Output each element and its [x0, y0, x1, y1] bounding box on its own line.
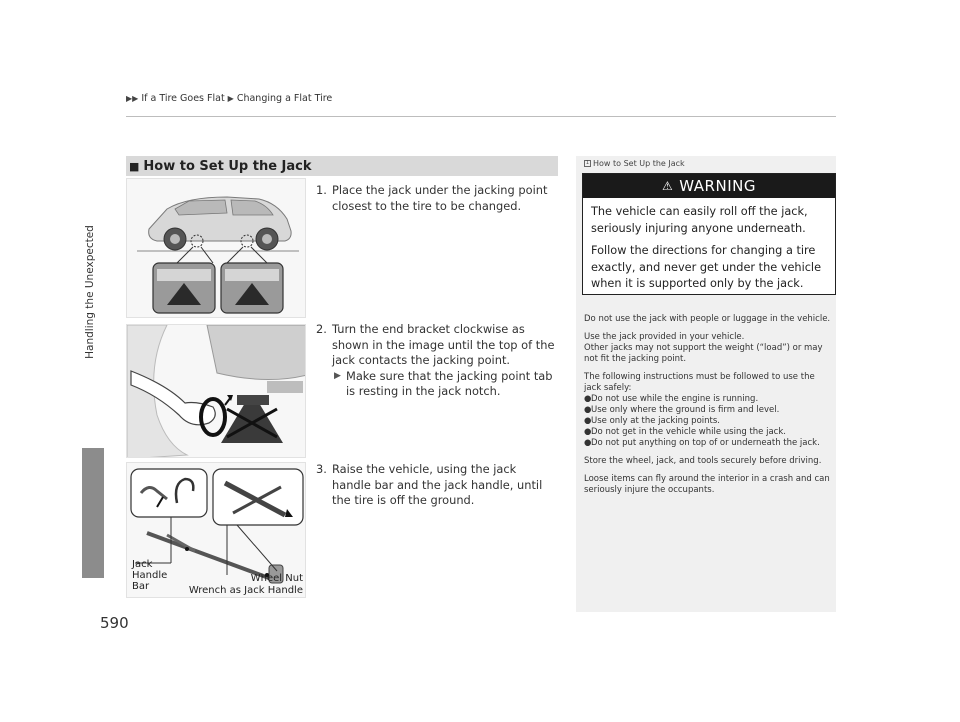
label-jack-handle-bar: [132, 559, 167, 592]
breadcrumb-arrow-icon: ▶: [227, 94, 234, 103]
warning-box: [582, 173, 836, 295]
bullet-icon: ●: [584, 438, 592, 448]
label-line: Jack: [132, 559, 153, 570]
list-item-text: Use only where the ground is firm and level.: [591, 405, 780, 415]
label-wrench: Wrench as Jack Handle: [188, 585, 303, 596]
step-number: 3.: [316, 462, 327, 476]
list-item: [584, 405, 832, 416]
substep-arrow-icon: ▶: [334, 370, 341, 381]
sidebar-notes: [576, 156, 836, 612]
jack-turn-illustration: [127, 325, 306, 458]
sidebar-text: [584, 314, 832, 503]
list-item: [584, 427, 832, 438]
bullet-icon: ●: [584, 394, 592, 404]
step-number: 1.: [316, 183, 327, 197]
list-item-text: Do not use while the engine is running.: [591, 394, 759, 404]
list-item: [584, 394, 832, 405]
reference-number-icon: 1: [585, 160, 590, 166]
warning-title: WARNING: [679, 177, 756, 195]
sidebar-line: Other jacks may not support the weight (“load”) or may not fit the jacking point.: [584, 343, 823, 364]
list-item-text: Do not put anything on top of or underneath the jack.: [591, 438, 820, 448]
sidebar-ref[interactable]: [584, 159, 685, 168]
figure-turn-bracket: [126, 324, 306, 458]
breadcrumb-item[interactable]: If a Tire Goes Flat: [141, 93, 225, 104]
label-wheel-nut: Wheel Nut: [250, 573, 303, 584]
sidebar-paragraph: [584, 332, 832, 365]
sidebar-ref-title: How to Set Up the Jack: [593, 159, 685, 168]
bullet-icon: ●: [584, 416, 592, 426]
list-item: [584, 438, 832, 449]
step-text: Place the jack under the jacking point closest to the tire to be changed.: [332, 183, 548, 213]
list-item: [584, 416, 832, 427]
step-2: [318, 322, 558, 400]
section-title: How to Set Up the Jack: [143, 158, 312, 174]
breadcrumb: [126, 93, 332, 104]
bullet-icon: ●: [584, 405, 592, 415]
instruction-list: [584, 394, 832, 449]
figure-jack-handle: [126, 462, 306, 598]
figure-jacking-points: [126, 178, 306, 318]
step-1: [318, 183, 558, 214]
side-tab-label: Handling the Unexpected: [84, 225, 96, 359]
step-3: [318, 462, 558, 509]
side-tab: [82, 132, 98, 452]
warning-text: The vehicle can easily roll off the jack, seriously injuring anyone underneath.: [591, 205, 808, 235]
warning-body: [583, 198, 835, 299]
sidebar-paragraph: Loose items can fly around the interior in a crash and can seriously injure the occupants.: [584, 474, 830, 495]
breadcrumb-item[interactable]: Changing a Flat Tire: [236, 93, 333, 104]
sidebar-line: Use the jack provided in your vehicle.: [584, 332, 745, 342]
warning-header: [583, 174, 835, 198]
vehicle-jack-illustration: [127, 179, 306, 318]
label-line: Handle: [132, 570, 168, 581]
breadcrumb-arrow-icon: ▶▶: [126, 94, 139, 103]
warning-text: Follow the directions for changing a tire exactly, and never get under the vehicle when it is supported only by the jack.: [591, 244, 822, 290]
page-number: 590: [100, 614, 129, 632]
step-text: Turn the end bracket clockwise as shown in the image until the top of the jack contacts the jacking point.: [332, 322, 555, 367]
sidebar-paragraph: The following instructions must be followed to use the jack safely:: [584, 372, 815, 393]
side-tab-block: [82, 448, 104, 578]
step-number: 2.: [316, 322, 327, 336]
label-line: Bar: [132, 581, 150, 592]
list-item-text: Use only at the jacking points.: [591, 416, 720, 426]
substep-text: Make sure that the jacking point tab is resting in the jack notch.: [346, 368, 553, 398]
section-marker-icon: ■: [129, 159, 140, 173]
section-header: [126, 156, 558, 176]
list-item-text: Do not get in the vehicle while using the jack.: [591, 427, 786, 437]
step-text: Raise the vehicle, using the jack handle bar and the jack handle, until the tire is off the ground.: [332, 462, 543, 507]
header-divider: [126, 116, 836, 117]
sidebar-paragraph: Do not use the jack with people or luggage in the vehicle.: [584, 314, 831, 324]
sidebar-instructions: [584, 372, 832, 449]
sidebar-paragraph: Store the wheel, jack, and tools securely before driving.: [584, 456, 822, 466]
step-substep: [318, 369, 558, 400]
warning-triangle-icon: ⚠: [662, 179, 674, 193]
bullet-icon: ●: [584, 427, 592, 437]
